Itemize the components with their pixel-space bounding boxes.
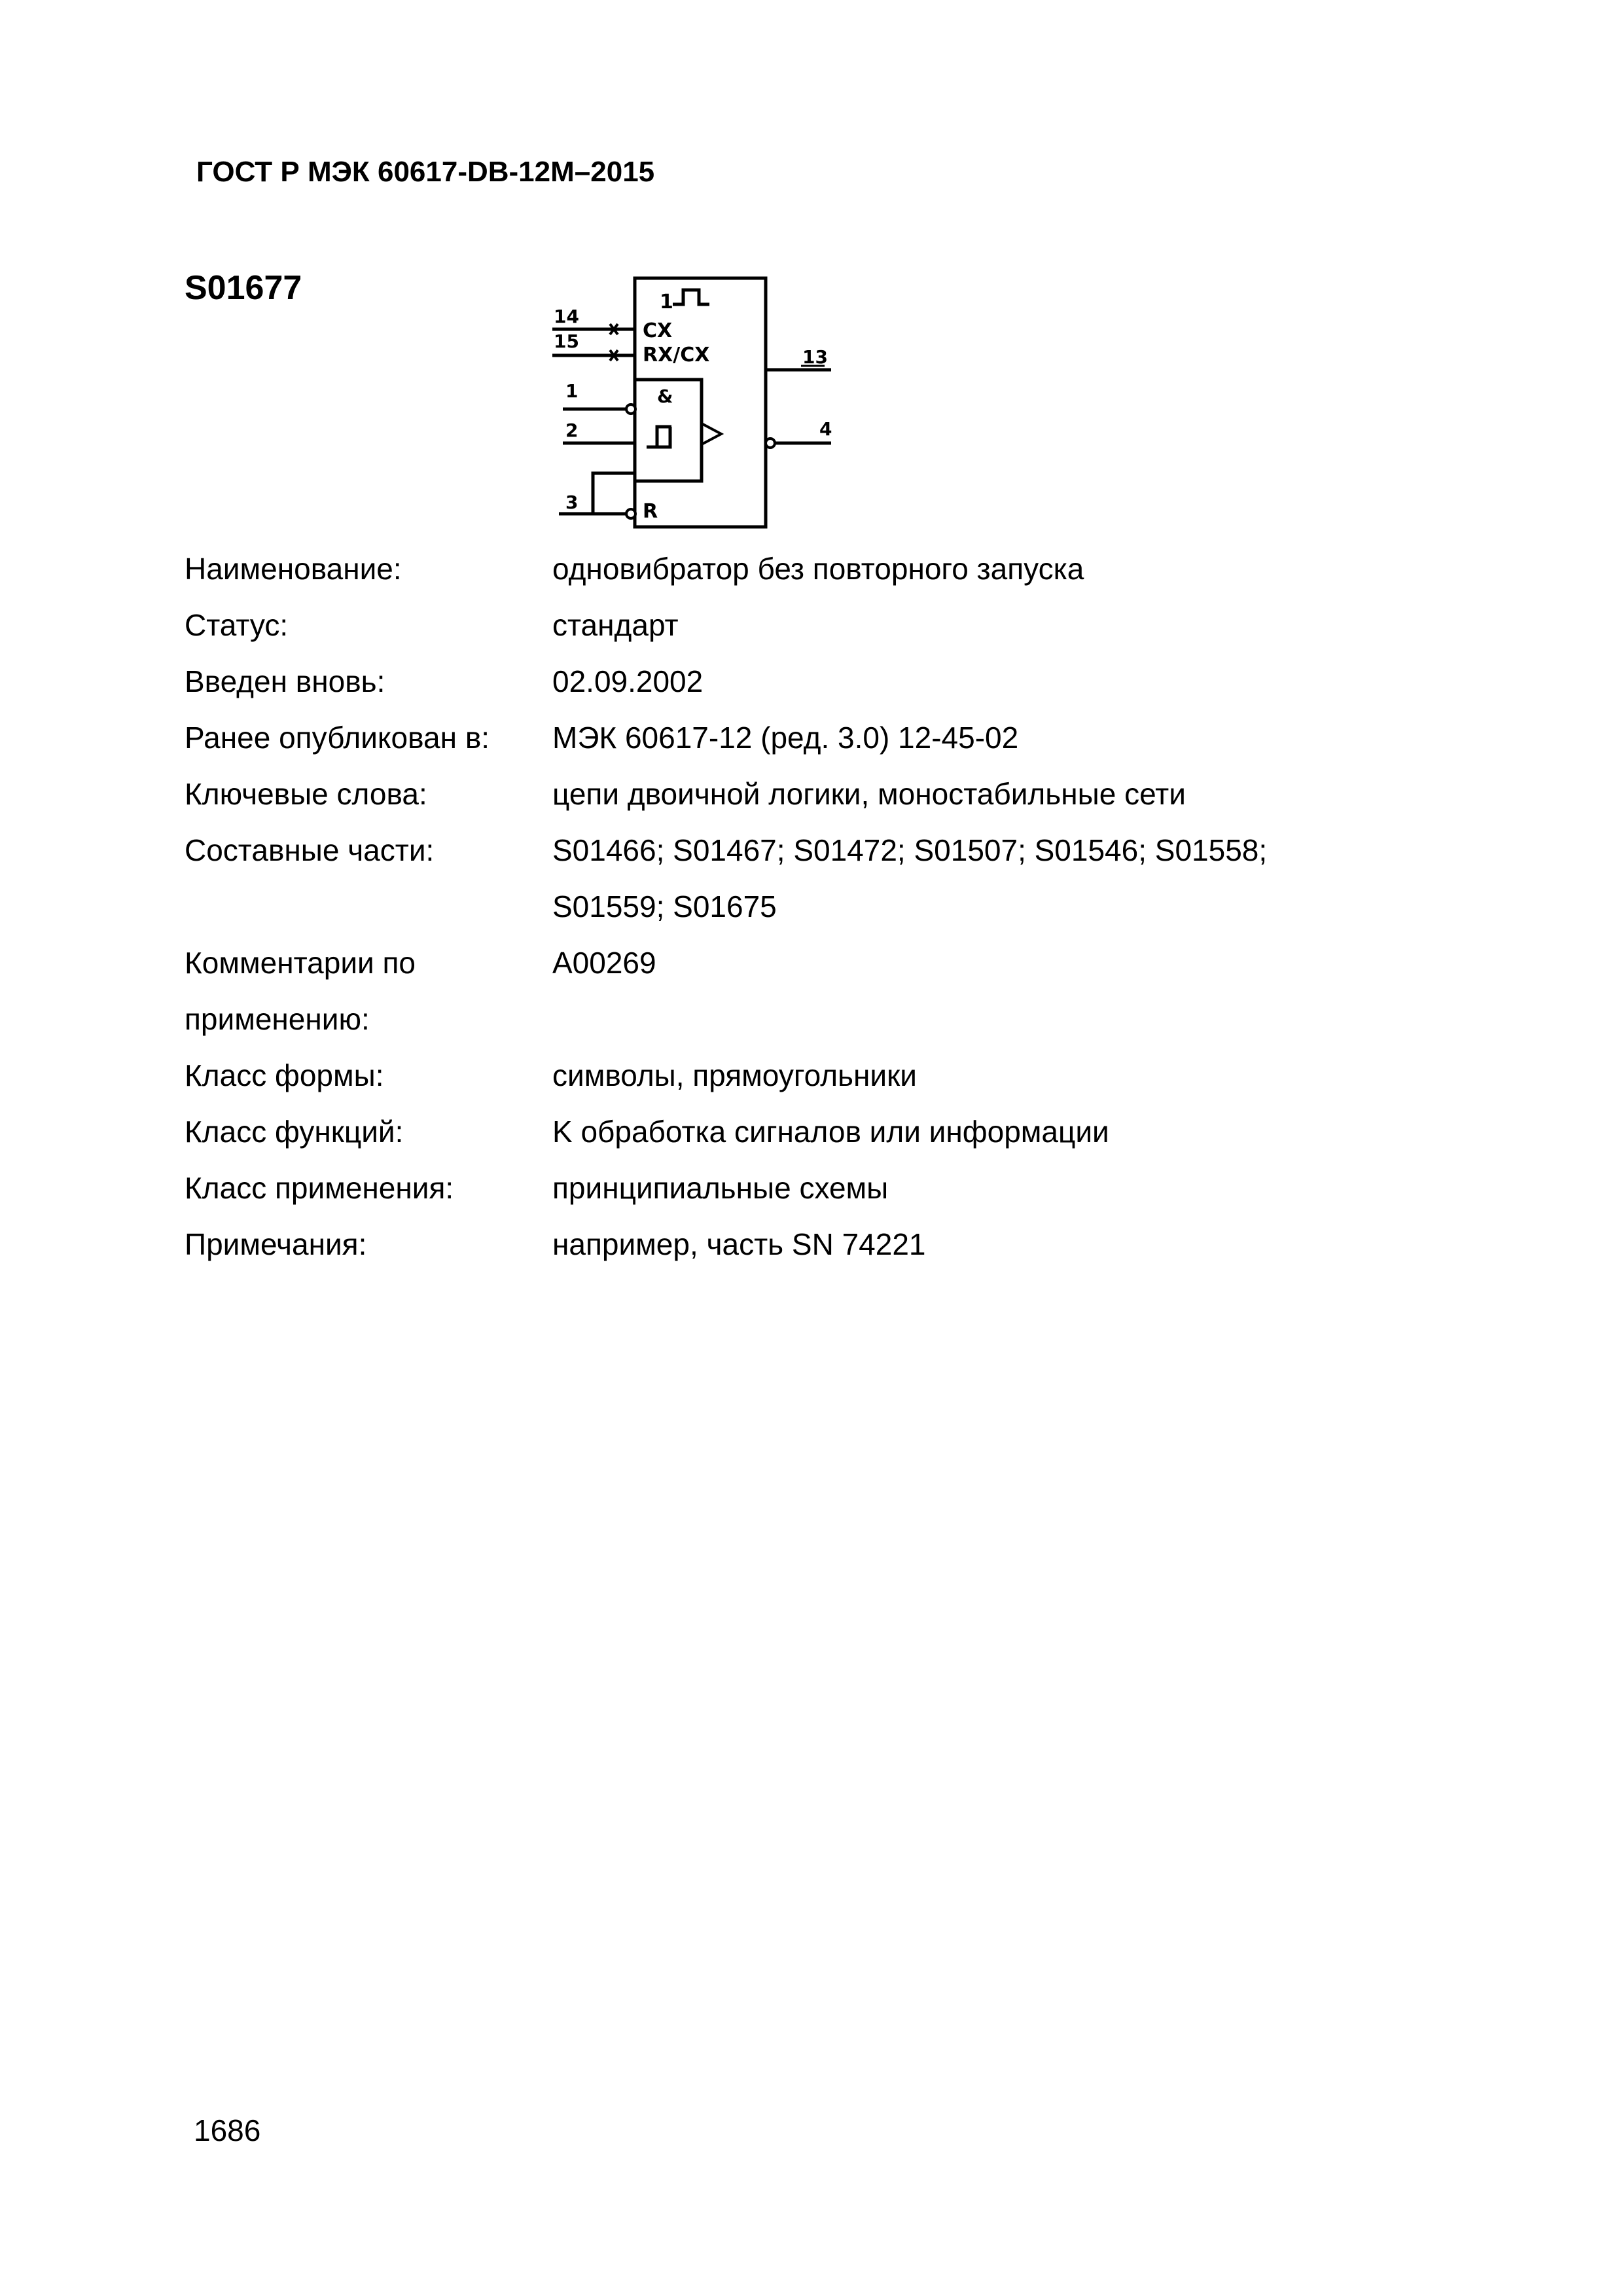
pin-15-label: 15 (554, 331, 579, 352)
name-label: Наименование: (185, 552, 402, 586)
shape-class-label: Класс формы: (185, 1058, 384, 1092)
property-row-remarks (185, 1216, 1428, 1272)
name-value: одновибратор без повторного запуска (552, 552, 1084, 586)
property-row-shape-class (185, 1047, 1428, 1103)
property-row-application-notes-continued (185, 991, 1428, 1047)
remarks-label: Примечания: (185, 1227, 367, 1261)
parts-label: Составные части: (185, 833, 435, 867)
application-notes-label-line-2: применению: (185, 1002, 370, 1036)
remarks-value: например, часть SN 74221 (552, 1227, 926, 1261)
reset-label: R (643, 500, 658, 523)
pin-3-negation-circle (626, 509, 635, 518)
parts-label-spacer (185, 878, 552, 935)
application-notes-value: A00269 (552, 946, 656, 980)
symbol-id: S01677 (185, 269, 302, 307)
parts-value-line-1: S01466; S01467; S01472; S01507; S01546; S01558; (552, 833, 1268, 867)
status-label: Статус: (185, 608, 289, 642)
property-row-published (185, 709, 1428, 766)
pin-14-label: 14 (554, 306, 579, 327)
application-notes-value-spacer (552, 991, 1428, 1047)
property-row-application-notes (185, 935, 1428, 991)
function-class-value: K обработка сигналов или информации (552, 1115, 1109, 1149)
document-header: ГОСТ Р МЭК 60617-DB-12M–2015 (196, 156, 655, 188)
application-class-label: Класс применения: (185, 1171, 454, 1205)
property-row-name (185, 541, 1428, 597)
property-row-introduced (185, 653, 1428, 709)
top-label: 1 (660, 291, 673, 314)
application-class-value: принципиальные схемы (552, 1171, 889, 1205)
cx-label: CX (643, 319, 673, 342)
application-notes-label-line-1: Комментарии по (185, 946, 416, 980)
keywords-label: Ключевые слова: (185, 777, 427, 811)
monostable-symbol-svg (550, 272, 851, 533)
published-value: МЭК 60617-12 (ред. 3.0) 12-45-02 (552, 721, 1019, 755)
pin-13-label: 13 (802, 346, 828, 368)
introduced-label: Введен вновь: (185, 664, 385, 698)
published-label: Ранее опубликован в: (185, 721, 490, 755)
pulse-icon (673, 290, 709, 304)
shape-class-value: символы, прямоугольники (552, 1058, 917, 1092)
properties-table (185, 541, 1428, 1272)
function-class-label: Класс функций: (185, 1115, 404, 1149)
property-row-keywords (185, 766, 1428, 822)
rxcx-label: RX/CX (643, 344, 710, 367)
pin-1-negation-circle (626, 404, 635, 414)
introduced-value: 02.09.2002 (552, 664, 704, 698)
property-row-function-class (185, 1103, 1428, 1160)
property-row-parts (185, 822, 1428, 878)
pin-1-label: 1 (565, 380, 579, 402)
keywords-value: цепи двоичной логики, моностабильные сети (552, 777, 1186, 811)
pin-4-label: 4 (819, 418, 832, 440)
property-row-application-class (185, 1160, 1428, 1216)
dynamic-input-icon (702, 423, 721, 444)
pin-4-negation-circle (766, 439, 775, 448)
page-number: 1686 (194, 2113, 261, 2147)
status-value: стандарт (552, 608, 679, 642)
pin-3-branch-wire (593, 473, 635, 514)
and-label: & (657, 386, 673, 407)
property-row-parts-continued (185, 878, 1428, 935)
parts-value-line-2: S01559; S01675 (552, 889, 777, 924)
property-row-status (185, 597, 1428, 653)
hysteresis-icon-left (647, 427, 671, 447)
pin-2-label: 2 (565, 420, 579, 441)
symbol-diagram (550, 272, 851, 533)
pin-3-label: 3 (565, 492, 579, 513)
